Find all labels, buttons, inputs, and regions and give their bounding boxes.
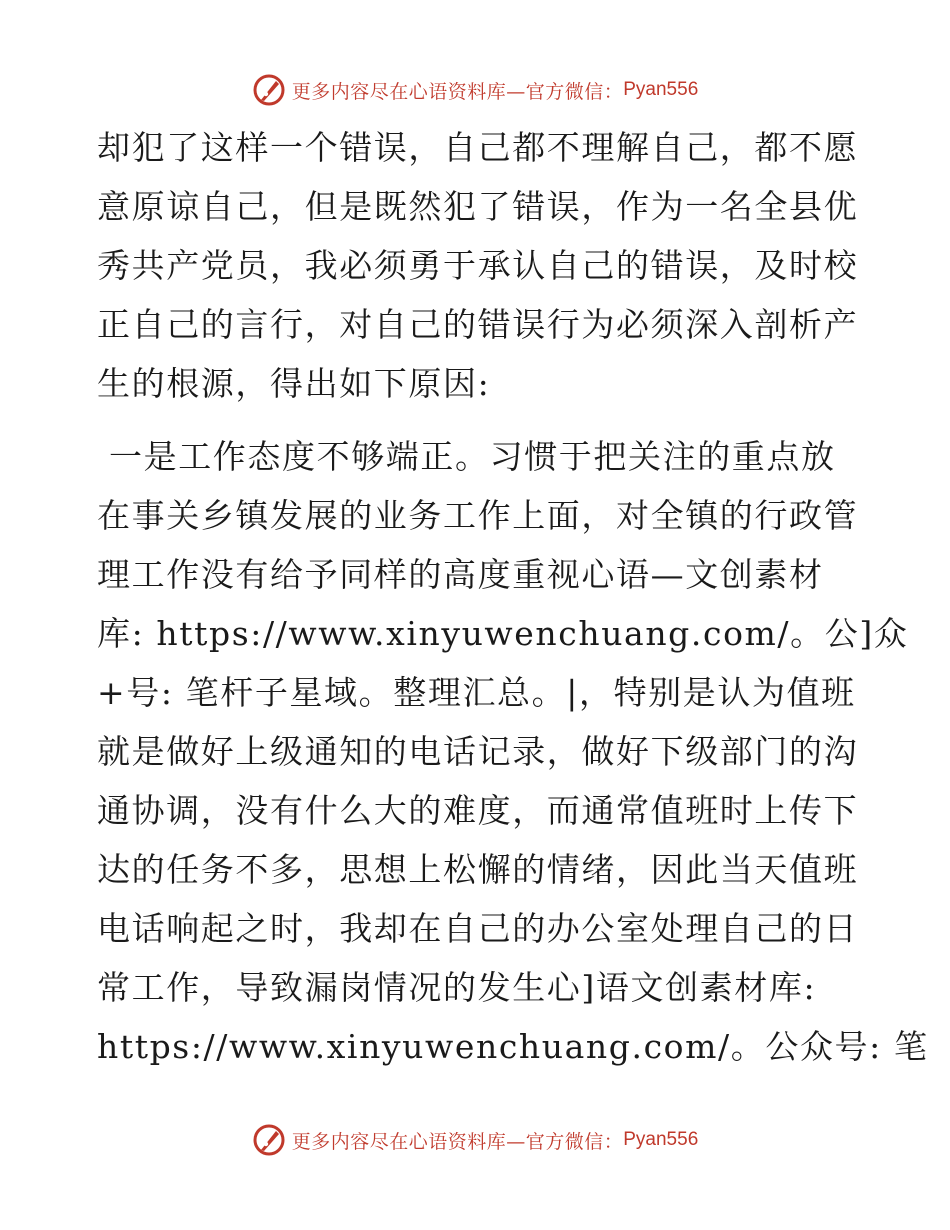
header-wechat-id: Pyan556 [623, 79, 699, 100]
text-line: 生的根源，得出如下原因: [97, 364, 491, 403]
text-line: 正自己的言行，对自己的错误行为必须深入剖析产 [97, 305, 859, 344]
text-line: 达的任务不多，思想上松懈的情绪，因此当天值班 [97, 850, 859, 889]
footer-banner [0, 1120, 950, 1160]
text-line: 理工作没有给予同样的高度重视心语—文创素材 [97, 555, 824, 594]
quill-logo-icon [252, 1123, 286, 1157]
text-line: +号: 笔杆子星域。整理汇总。|，特别是认为值班 [97, 673, 856, 712]
text-line: 意原谅自己，但是既然犯了错误，作为一名全县优 [97, 187, 859, 226]
header-banner-text: 更多内容尽在心语资料库—官方微信： [291, 80, 624, 103]
footer-banner-text: 更多内容尽在心语资料库—官方微信： [291, 1130, 624, 1153]
text-line: 常工作，导致漏岗情况的发生心]语文创素材库: [97, 968, 817, 1007]
text-line: 一是工作态度不够端正。习惯于把关注的重点放 [109, 437, 836, 476]
text-line: https://www.xinyuwenchuang.com/。公众号: 笔 [97, 1027, 929, 1066]
paragraph-2 [97, 427, 929, 1076]
paragraph-gap [97, 413, 857, 427]
text-line: 通协调，没有什么大的难度，而通常值班时上传下 [97, 791, 859, 830]
paragraph-1 [97, 118, 857, 413]
text-line: 库: https://www.xinyuwenchuang.com/。公]众 [97, 614, 909, 653]
header-banner [0, 70, 950, 110]
text-line: 却犯了这样一个错误，自己都不理解自己，都不愿 [97, 128, 859, 167]
document-body [97, 118, 929, 1076]
text-line: 电话响起之时，我却在自己的办公室处理自己的日 [97, 909, 859, 948]
text-line: 在事关乡镇发展的业务工作上面，对全镇的行政管 [97, 496, 859, 535]
text-line: 秀共产党员，我必须勇于承认自己的错误，及时校 [97, 246, 859, 285]
text-line: 就是做好上级通知的电话记录，做好下级部门的沟 [97, 732, 859, 771]
footer-wechat-id: Pyan556 [623, 1129, 699, 1150]
quill-logo-icon [252, 73, 286, 107]
